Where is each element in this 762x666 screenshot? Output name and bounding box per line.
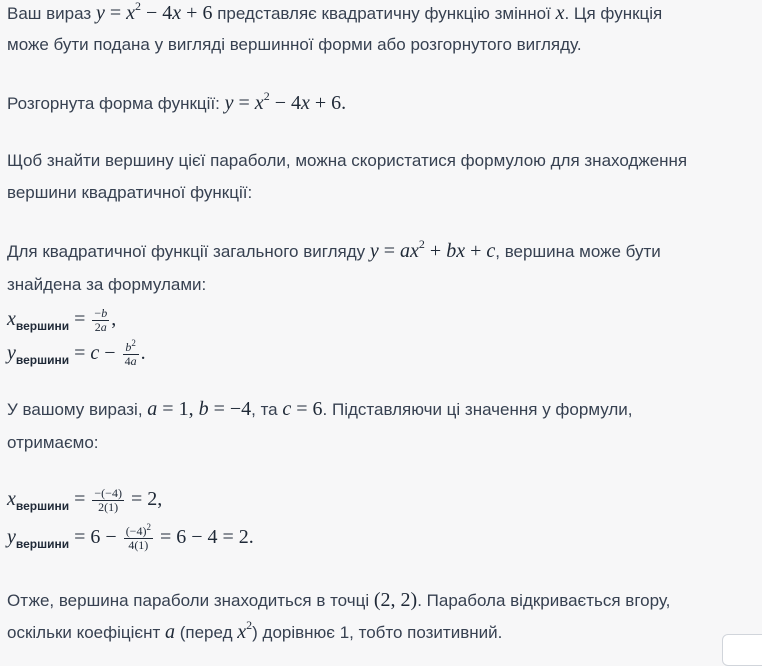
general-form-expression: $y = ax^2$ + bx + c [369,237,496,262]
values-line-1: У вашому виразі, a = 1, b = −4, та c = 6. Підставляючи ці значення у формули, [7,398,633,420]
floating-action-button[interactable] [722,634,762,666]
vertex-intro-line-2: вершини квадратичної функції: [7,183,253,202]
x-vertex-formula: $x_{вершини}$ = $\frac{-b}{2a}$ , [7,305,117,334]
expanded-form-paragraph: Розгорнута форма функції: $y = x^2 - 4x + 6$. [7,89,347,114]
y-vertex-result: $y_{вершини} = 6$ − $\frac{(-4)^2}{4(1)}$ = 6 − 4 = 2. [7,521,254,552]
expanded-form-expression: $y = x^2 - 4x + 6$. [224,89,347,114]
vertex-intro-line-1: Щоб знайти вершину цієї параболи, можна скористатися формулою для знаходження [7,151,688,170]
y-vertex-formula: $y_{вершини} = c$ − $\frac{b^2}{4a}$ . [7,337,146,368]
coefficients-expression: a = 1, b = −4 [147,398,252,420]
general-form-line-2: знайдена за формулами: [7,275,207,294]
general-form-line-1: Для квадратичної функції загального вигляду $y = ax^2$ + bx + c, вершина може бути [7,237,661,262]
conclusion-line-2: оскільки коефіцієнт a (перед $x^2$) дорівнює 1, тобто позитивний. [7,618,503,643]
vertex-point: (2, 2) [373,589,418,611]
values-line-2: отримаємо: [7,433,99,452]
x-vertex-result: $x_{вершини}$ = $\frac{-(-4)}{2(1)}$ = 2, [7,485,163,514]
intro-paragraph-line-1: Ваш вираз $y = x^2 - 4x + 6$ представляє квадратичну функцію змінної x. Ця функція [7,0,663,24]
function-expression: $y = x^2 - 4x + 6$ [95,0,213,24]
conclusion-line-1: Отже, вершина параболи знаходиться в точці (2, 2). Парабола відкривається вгору, [7,589,671,611]
intro-paragraph-line-2: може бути подана у вигляді вершинної форми або розгорнутого вигляду. [7,35,582,54]
